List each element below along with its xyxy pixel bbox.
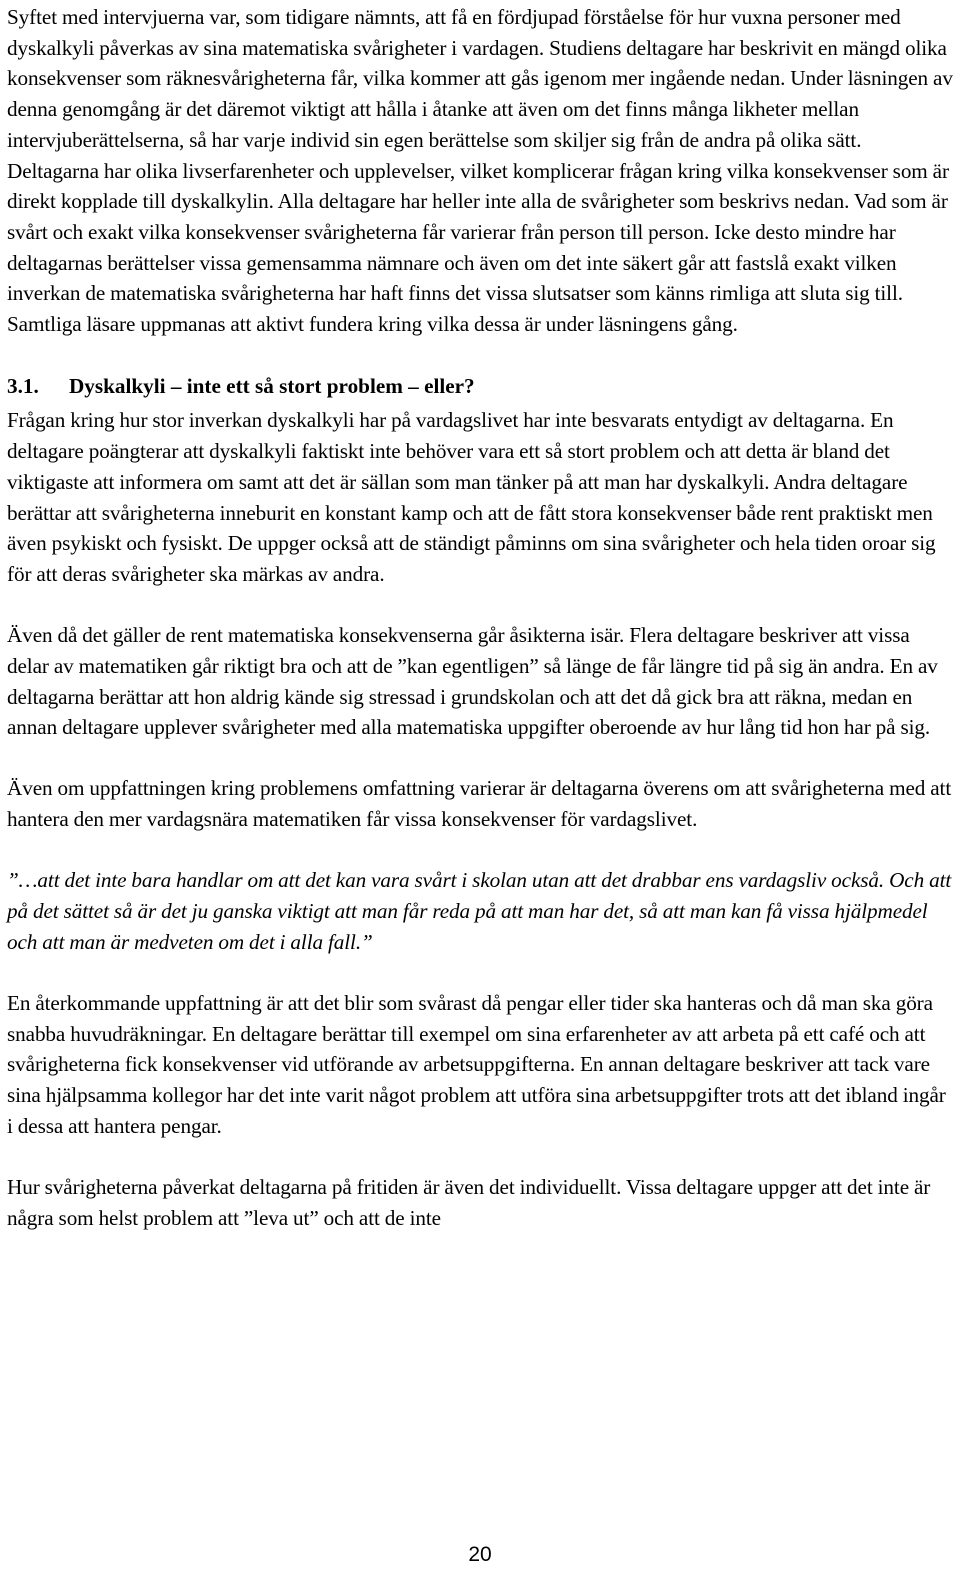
paragraph-spacer [7,1142,953,1173]
body-paragraph-2: Även då det gäller de rent matematiska konsekvenserna går åsikterna isär. Flera deltagare beskriver att vissa delar av matematiken går riktigt bra och att de ”kan egentligen” så länge de får längre tid på sig än andra. En av deltagarna berättar att hon aldrig kände sig stressad i grundskolan och att det då gick bra att räkna, medan en annan deltagare upplever svårigheter med alla matematiska uppgifter oberoende av hur lång tid hon har på sig. [7,623,938,740]
paragraph-spacer [7,957,953,988]
interview-quote: ”…att det inte bara handlar om att det kan vara svårt i skolan utan att det drabbar ens vardagsliv också. Och att på det sättet så är det ju ganska viktigt att man får reda på att man har det, så att man kan få vissa hjälpmedel och att man är medveten om det i alla fall.” [7,868,952,954]
section-spacer [7,340,953,371]
section-number: 3.1. [7,373,39,398]
paragraph-spacer [7,743,953,774]
body-paragraph-3: Även om uppfattningen kring problemens omfattning varierar är deltagarna överens om att svårigheterna med att hantera den mer vardagsnära matematiken får vissa konsekvenser för vardagslivet. [7,776,952,832]
intro-paragraph: Syftet med intervjuerna var, som tidigare nämnts, att få en fördjupad förståelse för hur vuxna personer med dyskalkyli påverkas av sina matematiska svårigheter i vardagen. Studiens deltagare har beskrivit en mängd olika konsekvenser som räknesvårigheterna får, vilka kommer att gås igenom mer ingående nedan. Under läsningen av denna genomgång är det däremot viktigt att hålla i åtanke att även om det finns många likheter mellan intervjuberättelserna, så har varje individ sin egen berättelse som skiljer sig från de andra på olika sätt. Deltagarna har olika livserfarenheter och upplevelser, vilket komplicerar frågan kring vilka konsekvenser som är direkt kopplade till dyskalkylin. Alla deltagare har heller inte alla de svårigheter som beskrivs nedan. Vad som är svårt och exakt vilka konsekvenser svårigheterna får varierar från person till person. Icke desto mindre har deltagarnas berättelser vissa gemensamma nämnare och även om det inte säkert går att fastslå exakt vilken inverkan de matematiska svårigheterna har haft finns det vissa slutsatser som känns rimliga att sluta sig till. Samtliga läsare uppmanas att aktivt fundera kring vilka dessa är under läsningens gång. [7,5,953,337]
paragraph-spacer [7,835,953,866]
document-page [7,2,953,1233]
paragraph-spacer [7,590,953,621]
body-paragraph-5: Hur svårigheterna påverkat deltagarna på fritiden är även det individuellt. Vissa deltagare uppger att det inte är några som helst problem att ”leva ut” och att de inte [7,1175,931,1230]
page-number: 20 [468,1543,492,1566]
section-heading [7,371,953,402]
body-paragraph-4: En återkommande uppfattning är att det blir som svårast då pengar eller tider ska hanteras och då man ska göra snabba huvudräkningar. En deltagare berättar till exempel om sina erfarenheter av att arbeta på ett café och att svårigheterna fick konsekvenser vid utförande av arbetsuppgifterna. En annan deltagare beskriver att tack vare sina hjälpsamma kollegor har det inte varit något problem att utföra sina arbetsuppgifter trots att det ibland ingår i dessa att hantera pengar. [7,990,946,1138]
section-title: Dyskalkyli – inte ett så stort problem – eller? [69,373,475,398]
body-paragraph-1: Frågan kring hur stor inverkan dyskalkyli har på vardagslivet har inte besvarats entydigt av deltagarna. En deltagare poängterar att dyskalkyli faktiskt inte behöver vara ett så stort problem och att detta är bland det viktigaste att informera om samt att det är sällan som man tänker på att man har dyskalkyli. Andra deltagare berättar att svårigheterna inneburit en konstant kamp och att de fått stora konsekvenser både rent praktiskt men även psykiskt och fysiskt. De uppger också att de ständigt påminns om sina svårigheter och hela tiden oroar sig för att deras svårigheter ska märkas av andra. [7,408,936,586]
